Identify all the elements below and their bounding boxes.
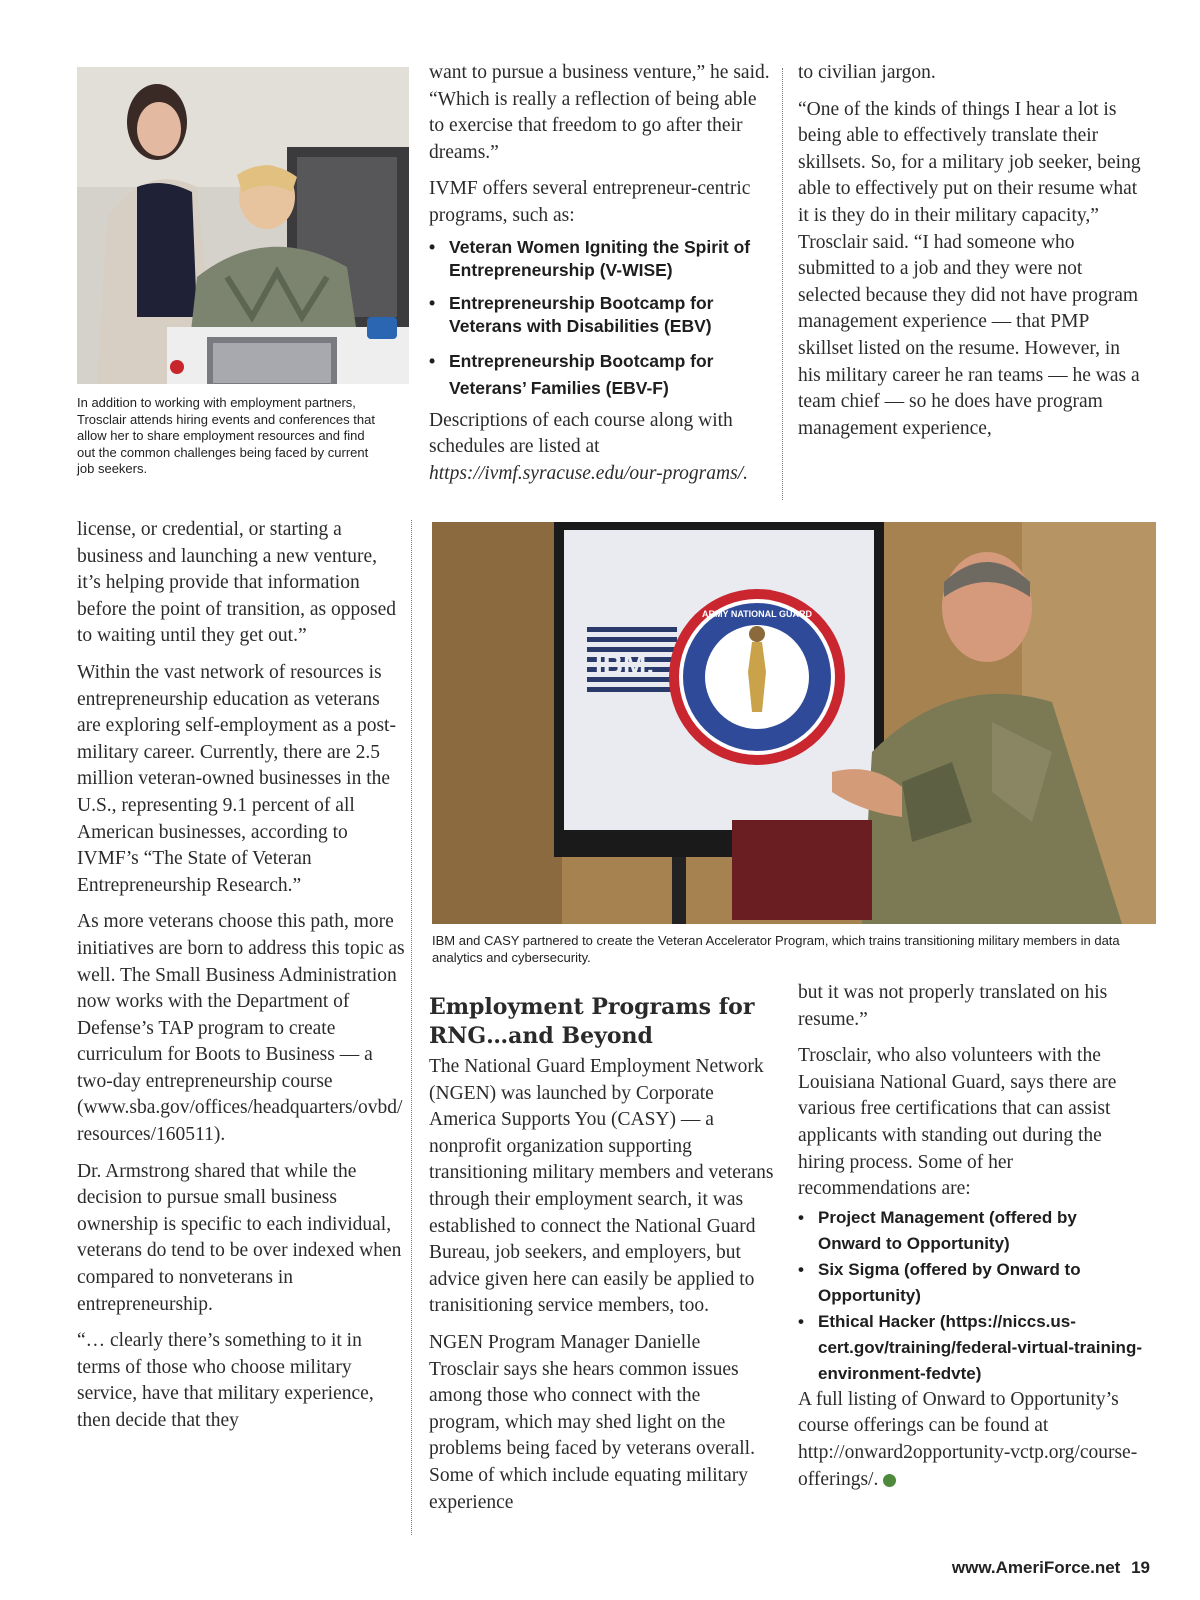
column-3-top-text <box>798 60 1143 452</box>
paragraph: want to pursue a business venture,” he said. “Which is really a reflection of being able to exercise that freedom to go after their dreams.” <box>429 62 770 163</box>
list-item: • Ethical Hacker (https://niccs.us-cert.gov/training/federal-virtual-training-environment-fedvte) <box>798 1309 1143 1387</box>
photo-soldier-screen-icon <box>432 522 1156 924</box>
page-footer <box>880 1558 1150 1578</box>
list-item: • Veteran Women Igniting the Spirit of Entrepreneurship (V-WISE) <box>429 236 751 280</box>
ivmf-programs-link[interactable]: https://ivmf.syracuse.edu/our-programs/. <box>429 462 748 484</box>
ibm-screen-text: IBM. <box>595 649 655 680</box>
column-3-bottom-text <box>798 980 1143 1503</box>
bullet-icon: • <box>429 236 436 257</box>
photo-two-women-icon <box>77 67 409 384</box>
seal-text: ARMY NATIONAL GUARD <box>702 609 812 619</box>
bullet-icon: • <box>429 292 436 313</box>
paragraph: Descriptions of each course along with schedules are listed at https://ivmf.syracuse.edu/our-programs/. <box>429 409 748 484</box>
bullet-icon: • <box>429 350 436 371</box>
paragraph: “… clearly there’s something to it in terms of those who choose military service, have that military experience, then decide that they <box>77 1330 374 1431</box>
footer-site-link[interactable]: www.AmeriForce.net <box>951 1558 1121 1577</box>
bullet-icon: • <box>798 1259 804 1279</box>
paragraph: IVMF offers several entrepreneur-centric programs, such as: <box>429 178 751 226</box>
list-item: • Project Management (offered by Onward to Opportunity) <box>798 1205 1143 1257</box>
bullet-icon: • <box>798 1311 804 1331</box>
paragraph: Within the vast network of resources is entrepreneurship education as veterans are exploring self-employment as a post-military career. Currently, there are 2.5 million veteran-owned businesses in the U.S., representing 9.1 percent of all American businesses, according to IVMF’s “The State of Veteran Entrepreneurship Research.” <box>77 661 396 896</box>
column-divider <box>411 520 412 1535</box>
paragraph: Dr. Armstrong shared that while the decision to pursue small business ownership is specific to each individual, veterans do tend to be over indexed when compared to nonveterans in entrepreneurship. <box>77 1160 402 1315</box>
page-number: 19 <box>1131 1558 1150 1577</box>
bullet-icon: • <box>798 1207 804 1227</box>
paragraph: Trosclair, who also volunteers with the Louisiana National Guard, says there are various free certifications that can assist applicants with standing out during the hiring process. Some of her recommendations are: <box>798 1045 1117 1200</box>
column-1-text <box>77 517 405 1445</box>
paragraph: The National Guard Employment Network (NGEN) was launched by Corporate America Supports You (CASY) — a nonprofit organization supporting transitioning military members and veterans through their employment search, it was established to connect the National Guard Bureau, job seekers, and employers, but advice given here can easily be applied to tranisitioning service members, too. <box>429 1056 774 1317</box>
list-item: • Six Sigma (offered by Onward to Opportunity) <box>798 1257 1143 1309</box>
list-item: • Entrepreneurship Bootcamp for Veterans with Disabilities (EBV) <box>429 292 714 336</box>
photo1-caption: In addition to working with employment partners, Trosclair attends hiring events and conferences that allow her to share employment resources and find out the common challenges being faced by current job seekers. <box>77 395 375 476</box>
photo-employment-partners <box>77 67 409 384</box>
paragraph: to civilian jargon. <box>798 62 936 83</box>
column-2-top-text <box>429 60 774 497</box>
paragraph: “One of the kinds of things I hear a lot is being able to effectively translate their skillsets. So, for a military job seeker, being able to effectively put on their resume what it is they do in their military capacity,” Trosclair said. “I had someone who submitted to a job and they were not selected because they did not have program management experience — that PMP skillset listed on the resume. However, in his military career he ran teams — he was a team chief — so he does have program management experience, <box>798 98 1141 439</box>
paragraph: NGEN Program Manager Danielle Trosclair says she hears common issues among those who connect with the program, which may shed light on the problems being faced by veterans overall. Some of which include equating military experience <box>429 1331 755 1513</box>
column-2-bottom-text <box>429 993 774 1526</box>
photo-ibm-casy-presentation <box>432 522 1156 924</box>
list-item: • Entrepreneurship Bootcamp for Veterans’ Families (EBV-F) <box>429 348 774 402</box>
paragraph: A full listing of Onward to Opportunity’s course offerings can be found at http://onward2opportunity-vctp.org/course-offerings/. <box>798 1388 1138 1490</box>
column-divider <box>782 68 783 500</box>
certification-list <box>798 1205 1143 1387</box>
section-heading: Employment Programs for RNG…and Beyond <box>429 994 755 1049</box>
paragraph: As more veterans choose this path, more initiatives are born to address this topic as well. The Small Business Administration now works with the Department of Defense’s TAP program to create curriculum for Boots to Business — a two-day entrepreneurship course (www.sba.gov/offices/headquarters/ovbd/resources/160511). <box>77 911 405 1146</box>
end-mark-icon <box>883 1474 896 1487</box>
photo2-caption: IBM and CASY partnered to create the Veteran Accelerator Program, which trains transitioning military members in data analytics and cybersecurity. <box>432 933 1120 965</box>
ivmf-program-list <box>429 236 774 402</box>
paragraph: but it was not properly translated on his resume.” <box>798 982 1108 1030</box>
paragraph: license, or credential, or starting a business and launching a new venture, it’s helping provide that information before the point of transition, as opposed to waiting until they get out.” <box>77 519 396 647</box>
